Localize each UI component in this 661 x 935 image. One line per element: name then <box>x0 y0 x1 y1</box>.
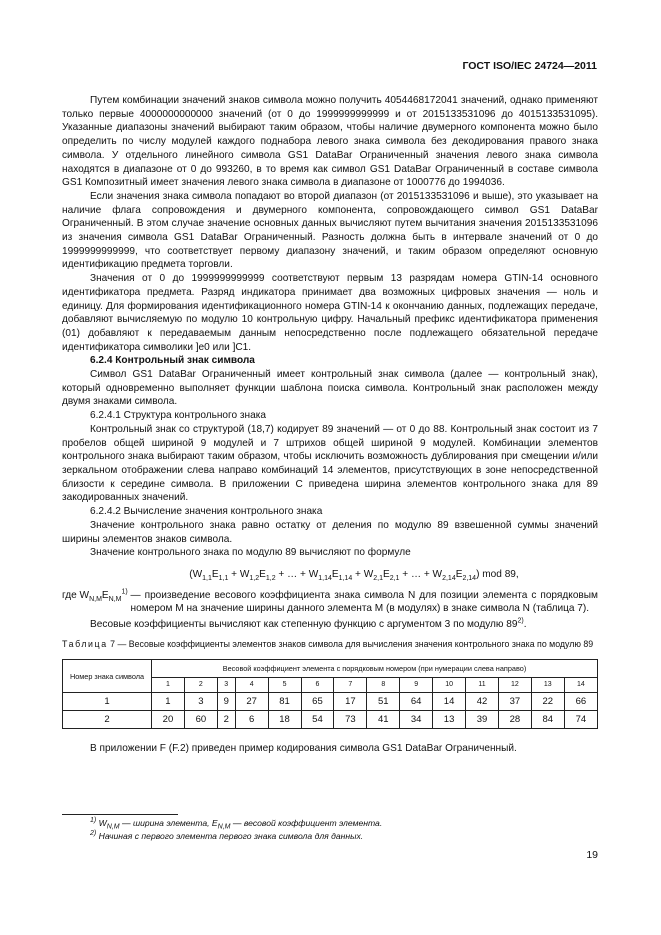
position-header: 12 <box>498 678 531 693</box>
weight-cell: 39 <box>466 711 499 729</box>
weight-cell: 6 <box>235 711 268 729</box>
table-caption-text: 7 — Весовые коэффициенты элементов знаков символа для вычисления значения контрольного знака по модулю 89 <box>110 638 594 649</box>
position-header: 6 <box>301 678 334 693</box>
weights-table <box>62 659 598 729</box>
paragraph-check-value: Значение контрольного знака равно остатку от деления по модулю 89 взвешенной суммы значений ширины элементов знаков символа. <box>62 519 598 545</box>
table-row <box>63 711 598 729</box>
position-header: 11 <box>466 678 499 693</box>
weight-cell: 22 <box>531 693 564 711</box>
weight-cell: 66 <box>564 693 597 711</box>
where-text: — произведение весового коэффициента знака символа N для позиции элемента с порядковым номером M на значение ширины данного элемента M (в модулях) в знаке символа N (таблица 7). <box>130 589 598 615</box>
footnotes <box>62 817 602 842</box>
position-header: 7 <box>334 678 367 693</box>
paragraph-value-ranges: Путем комбинации значений знаков символа можно получить 4054468172041 значений, однако применяют только первые 4000000000000 значений (от 0 до 1999999999999 и от 2015133531096 до 4015133531095). Указанные диапазоны значений выбирают таким образом, чтобы наличие двумерного компонента можно было определить по числу модулей каждого поднабора левого знака символа без декодирования правого знака символа. У отдельного линейного символа GS1 DataBar Ограниченный значения левого знака символа находятся в диапазоне от 0 до 993260, в то время как символ GS1 DataBar Ограниченный в составе символа GS1 Композитный имеет значения левого знака символа в диапазоне от 1000776 до 1994036. <box>62 95 598 189</box>
weight-cell: 60 <box>184 711 217 729</box>
footnote-ref-2: 2) <box>517 617 524 625</box>
weights-text: Весовые коэффициенты вычисляют как степенную функцию с аргументом 3 по модулю 89 <box>90 619 518 631</box>
table-caption <box>62 639 598 651</box>
col-header-weights: Весовой коэффициент элемента с порядковым номером (при нумерации слева направо) <box>152 660 598 678</box>
weight-cell: 1 <box>152 693 185 711</box>
position-header: 5 <box>268 678 301 693</box>
weight-cell: 20 <box>152 711 185 729</box>
weight-cell: 37 <box>498 693 531 711</box>
weight-cell: 14 <box>433 693 466 711</box>
weight-cell: 41 <box>367 711 400 729</box>
section-heading-6-2-4: 6.2.4 Контрольный знак символа <box>90 355 255 367</box>
footnote-1: $^{1)}$ $W_{N,M}$ — ширина элемента, $E_{N,M}$ — весовой коэффициент элемента. <box>90 817 383 831</box>
section-heading-6-2-4-1: 6.2.4.1 Структура контрольного знака <box>90 410 266 422</box>
table-row <box>63 693 598 711</box>
position-header: 9 <box>400 678 433 693</box>
footnote-ref-1: 1) <box>121 588 128 596</box>
position-header: 3 <box>217 678 235 693</box>
where-label: где <box>62 589 77 601</box>
weight-cell: 2 <box>217 711 235 729</box>
weight-cell: 42 <box>466 693 499 711</box>
table-caption-label: Таблица <box>62 638 108 649</box>
paragraph-weights: Весовые коэффициенты вычисляют как степенную функцию с аргументом 3 по модулю 89$^{2)}$. <box>90 617 527 631</box>
paragraph-formula-intro: Значение контрольного знака по модулю 89 вычисляют по формуле <box>90 547 411 559</box>
position-header: 13 <box>531 678 564 693</box>
col-header-char-number: Номер знака символа <box>63 660 152 693</box>
row-label: 1 <box>63 693 152 711</box>
position-header: 1 <box>152 678 185 693</box>
weight-cell: 34 <box>400 711 433 729</box>
position-header: 8 <box>367 678 400 693</box>
page-content <box>62 94 598 756</box>
footnote-separator <box>62 814 178 815</box>
footnote-2: $^{2)}$ Начиная с первого элемента первого знака символа для данных. <box>90 829 364 841</box>
weight-cell: 18 <box>268 711 301 729</box>
weight-cell: 73 <box>334 711 367 729</box>
formula: ($W_{1,1}E_{1,1} + W_{1,2}E_{1,2}$ + … + $W_{1,14}E_{1,14} + W_{2,1}E_{2,1}$ + … + $W_{2,14}E_{2,14}$) mod 89, <box>189 568 519 582</box>
position-header: 14 <box>564 678 597 693</box>
weight-cell: 3 <box>184 693 217 711</box>
paragraph-gtin: Значения от 0 до 1999999999999 соответствуют первым 13 разрядам номера GTIN-14 основного идентификатора предмета. Разряд индикатора принимает два возможных цифровых значения — ноль и единицу. Для формирования идентификационного номера GTIN-14 к окончанию данных, подлежащих передаче, добавляют вычисляемую по модулю 10 контрольную цифру. Начальный префикс идентификатора применения (01) добавляют к передаваемым данным непосредственно после подлежащего обязательной передаче идентификатора символики ]e0 или ]C1. <box>62 273 598 353</box>
weight-cell: 28 <box>498 711 531 729</box>
position-header: 2 <box>184 678 217 693</box>
weight-cell: 74 <box>564 711 597 729</box>
section-heading-6-2-4-2: 6.2.4.2 Вычисление значения контрольного знака <box>90 506 323 518</box>
weight-cell: 81 <box>268 693 301 711</box>
page-number: 19 <box>586 849 598 861</box>
paragraph-appendix-f: В приложении F (F.2) приведен пример кодирования символа GS1 DataBar Ограниченный. <box>90 743 517 755</box>
weight-cell: 64 <box>400 693 433 711</box>
formula-where: где $W_{N,M}E_{N,M}^{1)}$ — произведение весового коэффициента знака символа N для позиции элемента с порядковым номером M на значение ширины данного элемента M (в модулях) в знаке символа N (таблица 7). <box>62 588 598 615</box>
document-header: ГОСТ ISO/IEC 24724—2011 <box>462 60 597 72</box>
position-header: 4 <box>235 678 268 693</box>
paragraph-check-char: Символ GS1 DataBar Ограниченный имеет контрольный знак символа (далее — контрольный знак), который одновременно выполняет функции шаблона поиска символа. Контрольный знак расположен между двумя знаками символа. <box>62 369 598 408</box>
weight-cell: 17 <box>334 693 367 711</box>
formula-mod: mod 89, <box>482 568 519 580</box>
weight-cell: 9 <box>217 693 235 711</box>
position-header: 10 <box>433 678 466 693</box>
weight-cell: 13 <box>433 711 466 729</box>
weight-cell: 84 <box>531 711 564 729</box>
weight-cell: 54 <box>301 711 334 729</box>
paragraph-check-structure: Контрольный знак со структурой (18,7) кодирует 89 значений — от 0 до 88. Контрольный знак состоит из 7 пробелов общей шириной 9 модулей и 7 штрихов общей шириной 9 модулей. Комбинации элементов контрольного знака выбирают таким образом, чтобы исключить возможность дублирования при смещении и/или зеркальном отображении слева направо комбинаций 14 элементов, присутствующих в зоне непосредственной близости к середине символа. В приложении С приведена ширина элементов контрольного знака для 89 закодированных значений. <box>62 423 598 504</box>
weight-cell: 27 <box>235 693 268 711</box>
paragraph-second-range: Если значения знака символа попадают во второй диапазон (от 2015133531096 и выше), это указывает на наличие флага сопровождения и двумерного компонента, сопровождающего символ GS1 DataBar Ограниченный. В этом случае значение основных данных вычисляют путем вычитания значения 2015133531096 из значения символа GS1 DataBar Ограниченный. Разность должна быть в интервале значений от 0 до 1999999999999, что соответствует первому диапазону значений, и таким образом определяют основную идентификацию предмета торговли. <box>62 190 598 271</box>
weight-cell: 51 <box>367 693 400 711</box>
row-label: 2 <box>63 711 152 729</box>
table-body <box>63 693 598 729</box>
weight-cell: 65 <box>301 693 334 711</box>
